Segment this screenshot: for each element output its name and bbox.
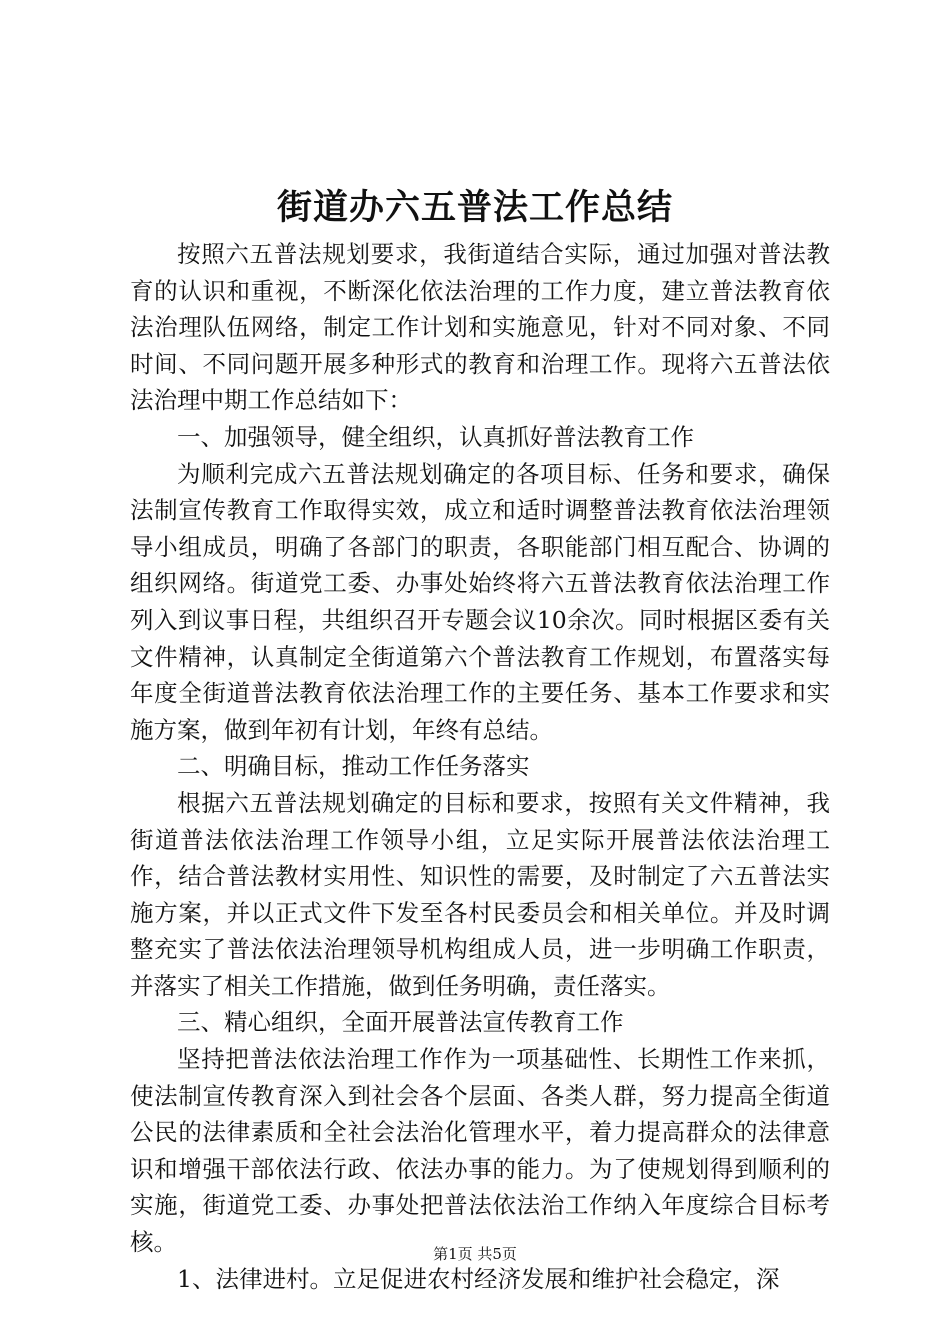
section-heading-2: 二、明确目标，推动工作任务落实: [177, 752, 530, 781]
section-heading-1: 一、加强领导，健全组织，认真抓好普法教育工作: [177, 422, 694, 451]
document-body: [130, 236, 830, 1297]
document-title: 街道办六五普法工作总结: [276, 187, 673, 228]
paragraph-section-1: 为顺利完成六五普法规划确定的各项目标、任务和要求，确保法制宣传教育工作取得实效，成立和适时调整普法教育依法治理领导小组成员，明确了各部门的职责，各职能部门相互配合、协调的组织网络。街道党工委、办事处始终将六五普法教育依法治理工作列入到议事日程，共组织召开专题会议10余次。同时根据区委有关文件精神，认真制定全街道第六个普法教育工作规划，布置落实每年度全街道普法教育依法治理工作的主要任务、基本工作要求和实施方案，做到年初有计划，年终有总结。: [130, 459, 830, 744]
paragraph-section-2: 根据六五普法规划确定的目标和要求，按照有关文件精神，我街道普法依法治理工作领导小组，立足实际开展普法依法治理工作，结合普法教材实用性、知识性的需要，及时制定了六五普法实施方案，并以正式文件下发至各村民委员会和相关单位。并及时调整充实了普法依法治理领导机构组成人员，进一步明确工作职责，并落实了相关工作措施，做到任务明确，责任落实。: [130, 788, 830, 1000]
page-number-footer: 第1页 共5页: [433, 1245, 517, 1263]
paragraph-intro: 按照六五普法规划要求，我街道结合实际，通过加强对普法教育的认识和重视，不断深化依法治理的工作力度，建立普法教育依法治理队伍网络，制定工作计划和实施意见，针对不同对象、不同时间、不同问题开展多种形式的教育和治理工作。现将六五普法依法治理中期工作总结如下：: [130, 240, 830, 415]
paragraph-section-3: 坚持把普法依法治理工作作为一项基础性、长期性工作来抓，使法制宣传教育深入到社会各个层面、各类人群，努力提高全街道公民的法律素质和全社会法治化管理水平，着力提高群众的法律意识和增强干部依法行政、依法办事的能力。为了使规划得到顺利的实施，街道党工委、办事处把普法依法治工作纳入年度综合目标考核。: [130, 1045, 830, 1257]
section-heading-3: 三、精心组织，全面开展普法宣传教育工作: [177, 1008, 624, 1037]
paragraph-item-1: 1、法律进村。立足促进农村经济发展和维护社会稳定，深: [177, 1264, 780, 1293]
